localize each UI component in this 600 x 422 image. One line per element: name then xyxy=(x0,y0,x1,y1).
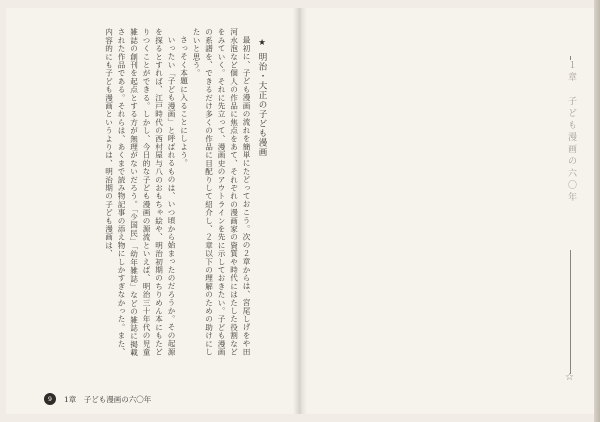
right-page xyxy=(300,8,594,414)
paragraph: いったい「子ども漫画」と呼ばれるものは、いつ頃から始まったのだろうか。その起源を探るとすれば、江戸時代の西村屋与八のおもちゃ絵や、明治初期のちりめん本にもたどりつくことができる。しかし、今日的な子ども漫画の源流といえば、明治三十年代の児童雑誌の創刊を起点とする方が無理がないだろう。「少国民」「幼年雑誌」などの雑誌に掲載された作品である。それらは、あくまで読み物記事の添え物にしかすぎなかった。また、内容的にも子ども漫画というよりは、明治期の子ども漫画は、 xyxy=(104,28,176,357)
section-marker-icon: ★ xyxy=(257,38,267,49)
paragraph: 最初に、子ども漫画の流れを簡単にたどっておこう。次の２章からは、宮尾しげをや田河水泡など個人の作品に焦点をあて、それぞれの漫画家の資質や時代にはたした役割などをみていく。それに先立って、漫画史のアウトラインを先に示しておきたい。子ども漫画の系譜を、できるだけ多くの作品に目配りして紹介し、２章以下の理解のための助けにしたいと思う。 xyxy=(192,28,251,356)
chapter-title: １章 子ども漫画の六〇年 xyxy=(564,60,578,250)
section-heading xyxy=(252,38,268,248)
body-text xyxy=(76,28,252,358)
page-edge xyxy=(594,0,600,422)
page-number: 9 xyxy=(44,393,56,405)
section-heading-text: 明治・大正の子ども漫画 xyxy=(257,52,267,158)
running-head: 1章 子ども漫画の六〇年 xyxy=(64,394,152,404)
paragraph: さっそく本題に入ることにしよう。 xyxy=(179,35,189,167)
left-page xyxy=(6,8,300,414)
star-icon: ☆ xyxy=(565,372,574,383)
page-footer xyxy=(44,392,151,406)
book-gutter xyxy=(293,8,307,414)
